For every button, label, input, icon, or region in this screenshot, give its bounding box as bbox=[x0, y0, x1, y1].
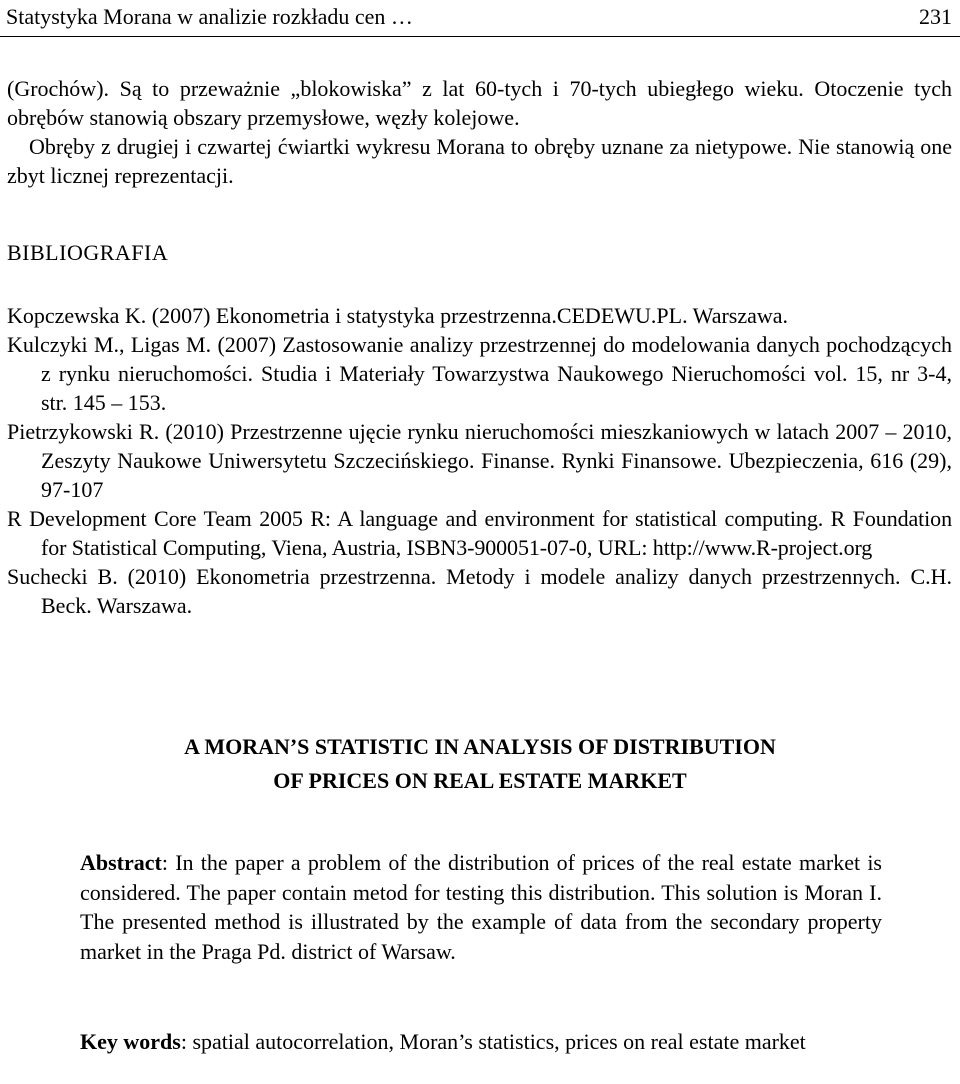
bibliography-entry: Suchecki B. (2010) Ekonometria przestrzenna. Metody i modele analizy danych przestrzennych. C.H. Beck. Warszawa. bbox=[7, 564, 952, 618]
bibliography-entry: Kopczewska K. (2007) Ekonometria i statystyka przestrzenna.CEDEWU.PL. Warszawa. bbox=[7, 303, 789, 328]
abstract-label: Abstract bbox=[80, 850, 162, 875]
bibliography-entry: Kulczyki M., Ligas M. (2007) Zastosowanie analizy przestrzennej do modelowania danych pochodzących z rynku nieruchomości. Studia i Materiały Towarzystwa Naukowego Nieruchomości vol. 15, nr 3-4, str. 145 – 153. bbox=[7, 332, 952, 415]
keywords bbox=[80, 1027, 882, 1057]
paragraph: Obręby z drugiej i czwartej ćwiartki wykresu Morana to obręby uznane za nietypowe. Nie stanowią one zbyt licznej reprezentacji. bbox=[7, 134, 952, 188]
body-text bbox=[7, 74, 952, 190]
bibliography-list bbox=[7, 301, 952, 620]
running-header bbox=[0, 0, 960, 37]
english-title-line: OF PRICES ON REAL ESTATE MARKET bbox=[273, 768, 687, 793]
keywords-label: Key words bbox=[80, 1029, 181, 1054]
bibliography-entry: R Development Core Team 2005 R: A language and environment for statistical computing. R Foundation for Statistical Computing, Viena, Austria, ISBN3-900051-07-0, URL: http://www.R-project.org bbox=[7, 506, 952, 560]
bibliography-heading: BIBLIOGRAFIA bbox=[7, 240, 169, 265]
bibliography-entry: Pietrzykowski R. (2010) Przestrzenne ujęcie rynku nieruchomości mieszkaniowych w latach 2007 – 2010, Zeszyty Naukowe Uniwersytetu Szczecińskiego. Finanse. Rynki Finansowe. Ubezpieczenia, 616 (29), 97-107 bbox=[7, 419, 952, 502]
abstract bbox=[80, 848, 882, 966]
keywords-text: : spatial autocorrelation, Moran’s statistics, prices on real estate market bbox=[180, 1029, 806, 1054]
english-title bbox=[0, 730, 960, 798]
running-title: Statystyka Morana w analizie rozkładu cen … bbox=[6, 4, 413, 29]
abstract-text: : In the paper a problem of the distribution of prices of the real estate market is considered. The paper contain metod for testing this distribution. This solution is Moran I. The presented method is illustrated by the example of data from the secondary property market in the Praga Pd. district of Warsaw. bbox=[80, 850, 882, 964]
paragraph: (Grochów). Są to przeważnie „blokowiska” z lat 60-tych i 70-tych ubiegłego wieku. Otoczenie tych obrębów stanowią obszary przemysłowe, węzły kolejowe. bbox=[7, 76, 952, 130]
page-number: 231 bbox=[919, 4, 952, 29]
english-title-line: A MORAN’S STATISTIC IN ANALYSIS OF DISTRIBUTION bbox=[184, 734, 776, 759]
